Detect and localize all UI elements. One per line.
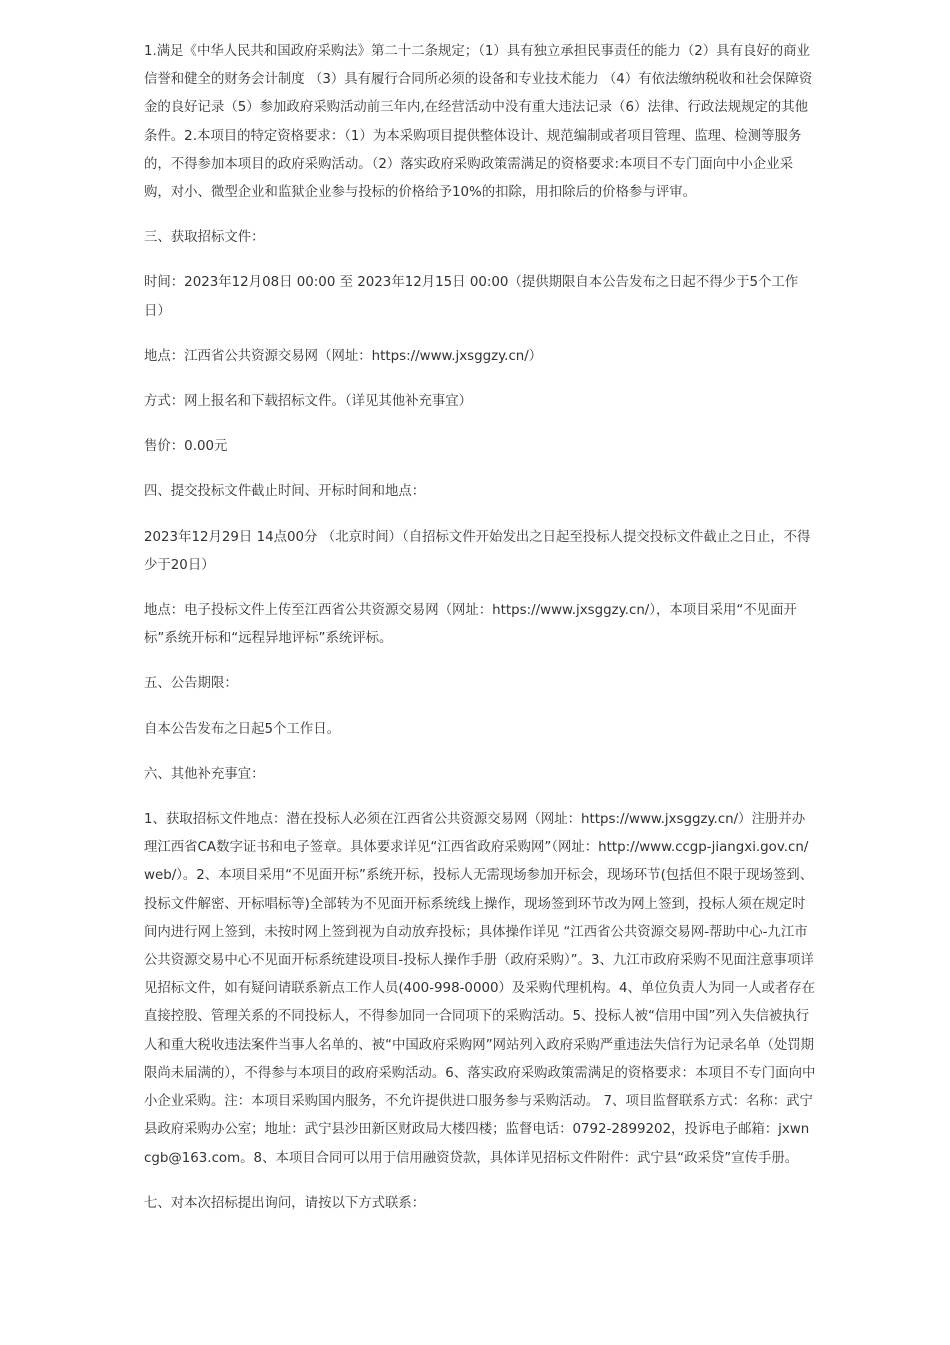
obtain-method-paragraph: 方式：网上报名和下载招标文件。（详见其他补充事宜）	[144, 394, 473, 410]
submission-location-paragraph: 地点：电子投标文件上传至江西省公共资源交易网（网址：https://www.jxsggzy.cn/），本项目采用“不见面开标”系统开标和“远程异地评标”系统评标。	[144, 603, 797, 647]
qualification-requirements-paragraph: 1.满足《中华人民共和国政府采购法》第二十二条规定；（1）具有独立承担民事责任的能力（2）具有良好的商业信誉和健全的财务会计制度 （3）具有履行合同所必须的设备和专业技术能力 （4）有依法缴纳税收和社会保障资金的良好记录（5）参加政府采购活动前三年内,在经营活动中没有重大违法记录（6）法律、行政法规规定的其他条件。2.本项目的特定资格要求：（1）为本采购项目提供整体设计、规范编制或者项目管理、监理、检测等服务的，不得参加本项目的政府采购活动。（2）落实政府采购政策需满足的资格要求:本项目不专门面向中小企业采购，对小、微型企业和监狱企业参与投标的价格给予10%的扣除，用扣除后的价格参与评审。	[144, 44, 813, 201]
announcement-body	[144, 38, 816, 1218]
section-heading-obtain-documents: 三、获取招标文件：	[144, 230, 265, 246]
obtain-location-paragraph: 地点：江西省公共资源交易网（网址：https://www.jxsggzy.cn/）	[144, 348, 543, 364]
section-heading-inquiries: 七、对本次招标提出询问，请按以下方式联系：	[144, 1195, 426, 1211]
submission-deadline-paragraph: 2023年12月29日 14点00分 （北京时间）（自招标文件开始发出之日起至投标人提交投标文件截止之日止，不得少于20日）	[144, 529, 811, 573]
section-heading-notice-period: 五、公告期限：	[144, 676, 238, 692]
other-matters-paragraph: 1、获取招标文件地点：潜在投标人必须在江西省公共资源交易网（网址：https://www.jxsggzy.cn/）注册并办理江西省CA数字证书和电子签章。具体要求详见“江西省政府采购网”（网址：http://www.ccgp-jiangxi.gov.cn/web/）。2、本项目采用“不见面开标”系统开标，投标人无需现场参加开标会，现场环节(包括但不限于现场签到、投标文件解密、开标唱标等)全部转为不见面开标系统线上操作，现场签到环节改为网上签到，投标人须在规定时间内进行网上签到，未按时网上签到视为自动放弃投标；具体操作详见 “江西省公共资源交易网-帮助中心-九江市公共资源交易中心不见面开标系统建设项目-投标人操作手册（政府采购）”。3、九江市政府采购不见面注意事项详见招标文件，如有疑问请联系新点工作人员(400-998-0000）及采购代理机构。4、单位负责人为同一人或者存在直接控股、管理关系的不同投标人，不得参加同一合同项下的采购活动。5、投标人被“信用中国”列入失信被执行人和重大税收违法案件当事人名单的、被“中国政府采购网”网站列入政府采购严重违法失信行为记录名单（处罚期限尚未届满的），不得参与本项目的政府采购活动。6、落实政府采购政策需满足的资格要求：本项目不专门面向中小企业采购。注：本项目采购国内服务，不允许提供进口服务参与采购活动。 7、项目监督联系方式：名称：武宁县政府采购办公室；地址：武宁县沙田新区财政局大楼四楼；监督电话：0792-2899202，投诉电子邮箱：jxwncgb@163.com。8、本项目合同可以用于信用融资贷款，具体详见招标文件附件：武宁县“政采贷”宣传手册。	[144, 812, 816, 1166]
section-heading-submission: 四、提交投标文件截止时间、开标时间和地点：	[144, 484, 426, 500]
obtain-time-paragraph: 时间：2023年12月08日 00:00 至 2023年12月15日 00:00（提供期限自本公告发布之日起不得少于5个工作日）	[144, 275, 799, 319]
price-paragraph: 售价：0.00元	[144, 439, 228, 455]
notice-period-paragraph: 自本公告发布之日起5个工作日。	[144, 721, 340, 737]
section-heading-other-matters: 六、其他补充事宜：	[144, 766, 265, 782]
